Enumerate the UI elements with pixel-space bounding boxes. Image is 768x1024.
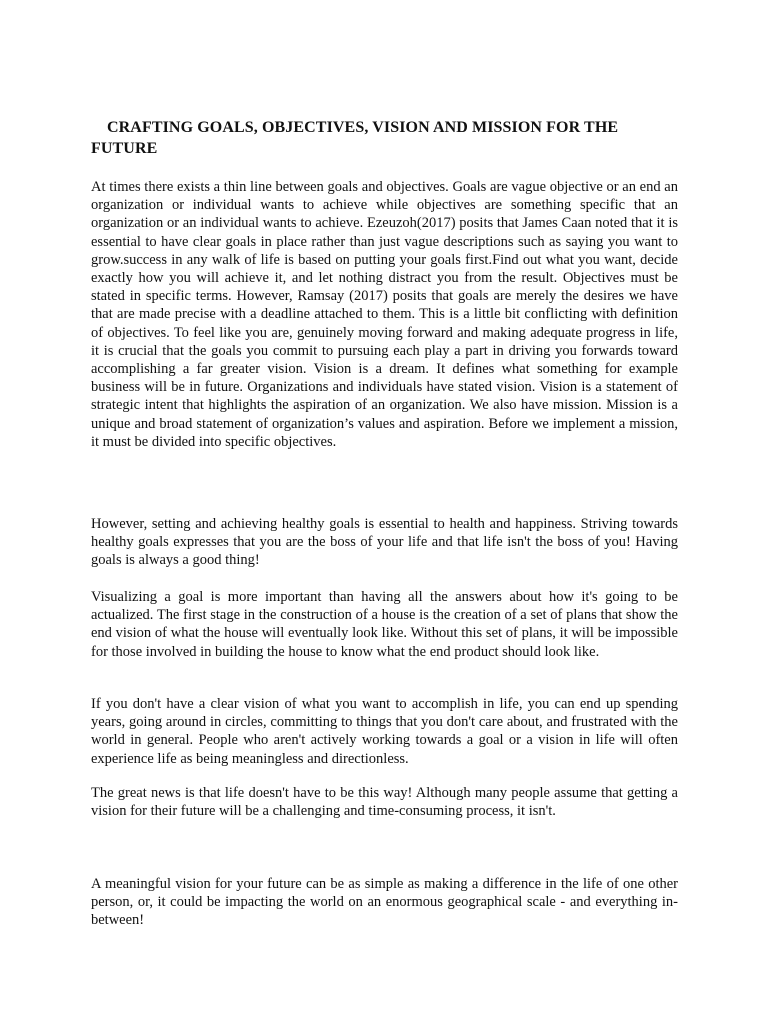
paragraph-meaningful-vision: A meaningful vision for your future can be as simple as making a difference in the life of one other person, or, it could be impacting the world on an enormous geographical scale - and everything in-between!	[91, 876, 678, 929]
paragraph-clear-vision: If you don't have a clear vision of what you want to accomplish in life, you can end up spending years, going around in circles, committing to things that you don't care about, and frustrated with the world in general. People who aren't actively working towards a goal or a vision in life will often experience life as being meaningless and directionless.	[91, 696, 678, 767]
paragraph-visualizing-goal: Visualizing a goal is more important than having all the answers about how it's going to be actualized. The first stage in the construction of a house is the creation of a set of plans that show the end vision of what the house will eventually look like. Without this set of plans, it will be impossible for those involved in building the house to know what the end product should look like.	[91, 589, 678, 660]
paragraph-goals-objectives: At times there exists a thin line between goals and objectives. Goals are vague objective or an end an organization or individual wants to achieve while objectives are something specific that an organization or an individual wants to achieve. Ezeuzoh(2017) posits that James Caan noted that it is essential to have clear goals in place rather than just vague descriptions such as saying you want to grow.success in any walk of life is based on putting your goals first.Find out what you want, decide exactly how you will achieve it, and let nothing distract you from the result. Objectives must be stated in specific terms. However, Ramsay (2017) posits that goals are merely the desires we have that are made precise with a deadline attached to them. This is a little bit conflicting with definition of objectives. To feel like you are, genuinely moving forward and making adequate progress in life, it is crucial that the goals you commit to pursuing each play a part in driving you forwards toward accomplishing a far greater vision. Vision is a dream. It defines what something for example business will be in future. Organizations and individuals have stated vision. Vision is a statement of strategic intent that highlights the aspiration of an organization. We also have mission. Mission is a unique and broad statement of organization’s values and aspiration. Before we implement a mission, it must be divided into specific objectives.	[91, 179, 678, 450]
document-title: CRAFTING GOALS, OBJECTIVES, VISION AND MISSION FOR THE FUTURE	[91, 119, 619, 157]
paragraph-healthy-goals: However, setting and achieving healthy goals is essential to health and happiness. Striving towards healthy goals expresses that you are the boss of your life and that life isn't the boss of you! Having goals is always a good thing!	[91, 516, 678, 569]
paragraph-great-news: The great news is that life doesn't have to be this way! Although many people assume that getting a vision for their future will be a challenging and time-consuming process, it isn't.	[91, 785, 678, 820]
